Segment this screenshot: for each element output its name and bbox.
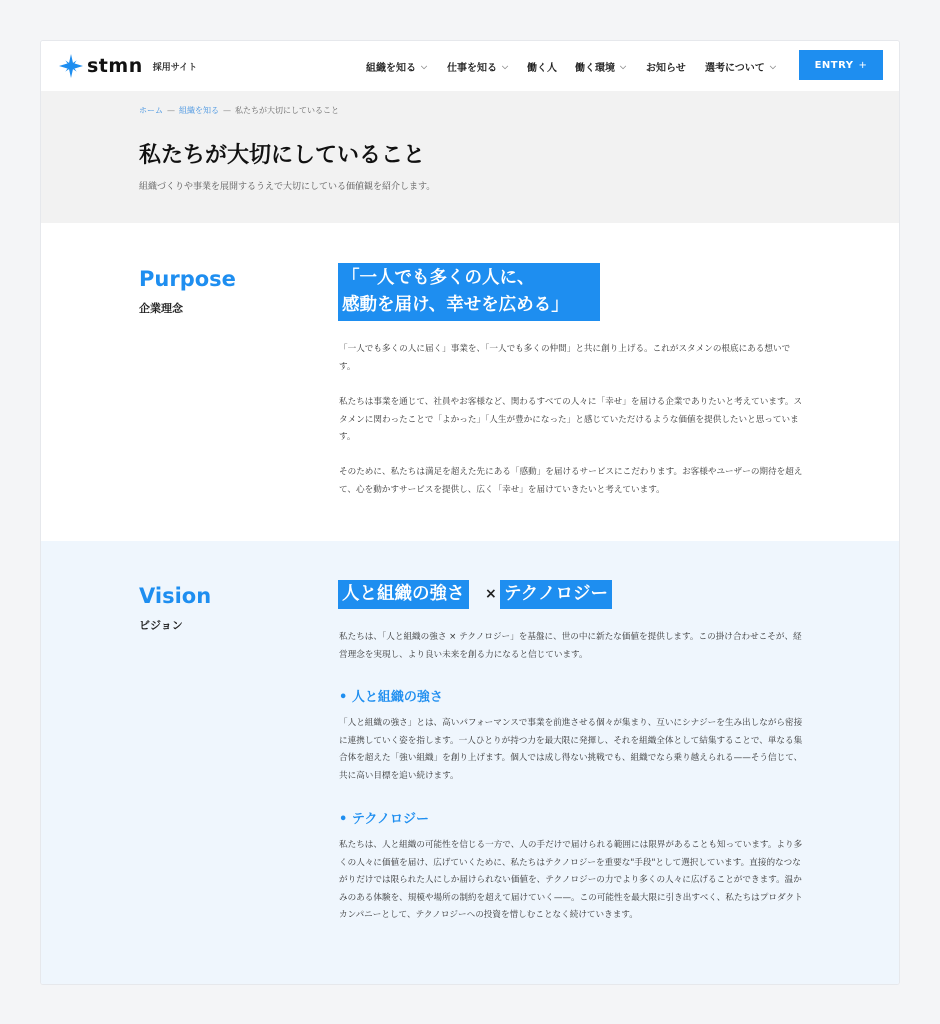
- vision-highlight-a: 人と組織の強さ: [338, 580, 469, 609]
- nav-label: 働く環境: [575, 63, 615, 74]
- vision-section: [41, 541, 900, 985]
- purpose-paragraph: そのために、私たちは満足を超えた先にある「感動」を届けるサービスにこだわります。お客様やユーザーの期待を超えて、心を動かすサービスを提供し、広く「幸せ」を届けていきたいと考えています。: [339, 467, 803, 495]
- nav-item-work[interactable]: [447, 59, 508, 74]
- site-header: [41, 41, 900, 91]
- entry-label: ENTRY: [814, 59, 854, 71]
- chevron-down-icon: ⌵: [502, 61, 509, 71]
- entry-button[interactable]: [799, 50, 883, 80]
- nav-item-people[interactable]: [527, 59, 557, 74]
- nav-label: お知らせ: [646, 63, 686, 74]
- vision-highlight-b: テクノロジー: [500, 580, 612, 609]
- breadcrumb-separator: —: [167, 106, 175, 115]
- purpose-paragraph: 「一人でも多くの人に届く」事業を、「一人でも多くの仲間」と共に創り上げる。これがスタメンの根底にある想いです。: [339, 344, 791, 372]
- times-symbol: ×: [485, 586, 497, 602]
- page-hero: [41, 91, 900, 223]
- vision-point-title: • 人と組織の強さ: [339, 690, 443, 705]
- vision-point-body: 私たちは、人と組織の可能性を信じる一方で、人の手だけで届けられる範囲には限界があることも知っています。より多くの人々に価値を届け、広げていくために、私たちはテクノロジーを重要な"手段"として選択しています。直接的なつながりだけでは限られた人にしか届けられない価値を、テクノロジーの力でより多くの人々に広げることができます。温かみのある体験を、規模や場所の制約を超えて届けていく——。この可能性を最大限に引き出すべく、私たちはプロダクトカンパニーとして、テクノロジーへの投資を惜しむことなく続けていきます。: [339, 840, 803, 920]
- nav-label: 働く人: [527, 63, 557, 74]
- vision-intro: 私たちは、「人と組織の強さ × テクノロジー」を基盤に、世の中に新たな価値を提供します。この掛け合わせこそが、経営理念を実現し、より良い未来を創る力になると信じています。: [339, 632, 802, 660]
- vision-point-body: 「人と組織の強さ」とは、高いパフォーマンスで事業を前進させる個々が集まり、互いにシナジーを生み出しながら密接に連携していく姿を指します。一人ひとりが持つ力を最大限に発揮し、それを組織全体として結集することで、単なる集合体を超えた「強い組織」を創り上げます。個人では成し得ない挑戦でも、組織でなら乗り越えられる——そう信じて、共に高い目標を追い続けます。: [339, 718, 803, 781]
- nav-item-news[interactable]: [646, 59, 686, 74]
- star-logo-icon: [59, 54, 83, 78]
- nav-label: 選考について: [705, 63, 765, 74]
- breadcrumb: [139, 105, 339, 116]
- breadcrumb-home[interactable]: ホーム: [139, 106, 163, 115]
- purpose-highlight-line: 「一人でも多くの人に、: [342, 268, 535, 288]
- nav-item-selection[interactable]: [705, 59, 776, 74]
- page-frame: [40, 40, 900, 985]
- breadcrumb-parent[interactable]: 組織を知る: [179, 106, 219, 115]
- page-title: 私たちが大切にしていること: [139, 143, 426, 168]
- breadcrumb-current: 私たちが大切にしていること: [235, 106, 339, 115]
- nav-item-organization[interactable]: [366, 59, 427, 74]
- vision-subheading: ビジョン: [139, 619, 183, 632]
- purpose-highlight-line: 感動を届け、幸せを広める」: [342, 295, 569, 315]
- purpose-subheading: 企業理念: [139, 302, 183, 315]
- chevron-down-icon: ⌵: [421, 61, 428, 71]
- nav-label: 組織を知る: [366, 63, 416, 74]
- logo-subtitle: 採用サイト: [152, 62, 198, 73]
- breadcrumb-separator: —: [223, 106, 231, 115]
- purpose-highlight: [338, 263, 600, 321]
- nav-item-environment[interactable]: [575, 59, 626, 74]
- purpose-paragraph: 私たちは事業を通じて、社員やお客様など、関わるすべての人々に「幸せ」を届ける企業でありたいと考えています。スタメンに関わったことで「よかった」「人生が豊かになった」と感じていただけるような価値を提供したいと思っています。: [339, 397, 803, 442]
- logo-wordmark: stmn: [87, 55, 143, 77]
- chevron-down-icon: ⌵: [620, 61, 627, 71]
- vision-point-title: • テクノロジー: [339, 812, 430, 827]
- site-logo[interactable]: [59, 53, 197, 79]
- vision-heading: Vision: [139, 584, 212, 608]
- purpose-section: [41, 223, 900, 541]
- page-subtitle: 組織づくりや事業を展開するうえで大切にしている価値観を紹介します。: [139, 182, 436, 192]
- purpose-heading: Purpose: [139, 267, 236, 291]
- chevron-down-icon: ⌵: [769, 61, 776, 71]
- plus-icon: +: [858, 59, 868, 71]
- nav-label: 仕事を知る: [447, 63, 497, 74]
